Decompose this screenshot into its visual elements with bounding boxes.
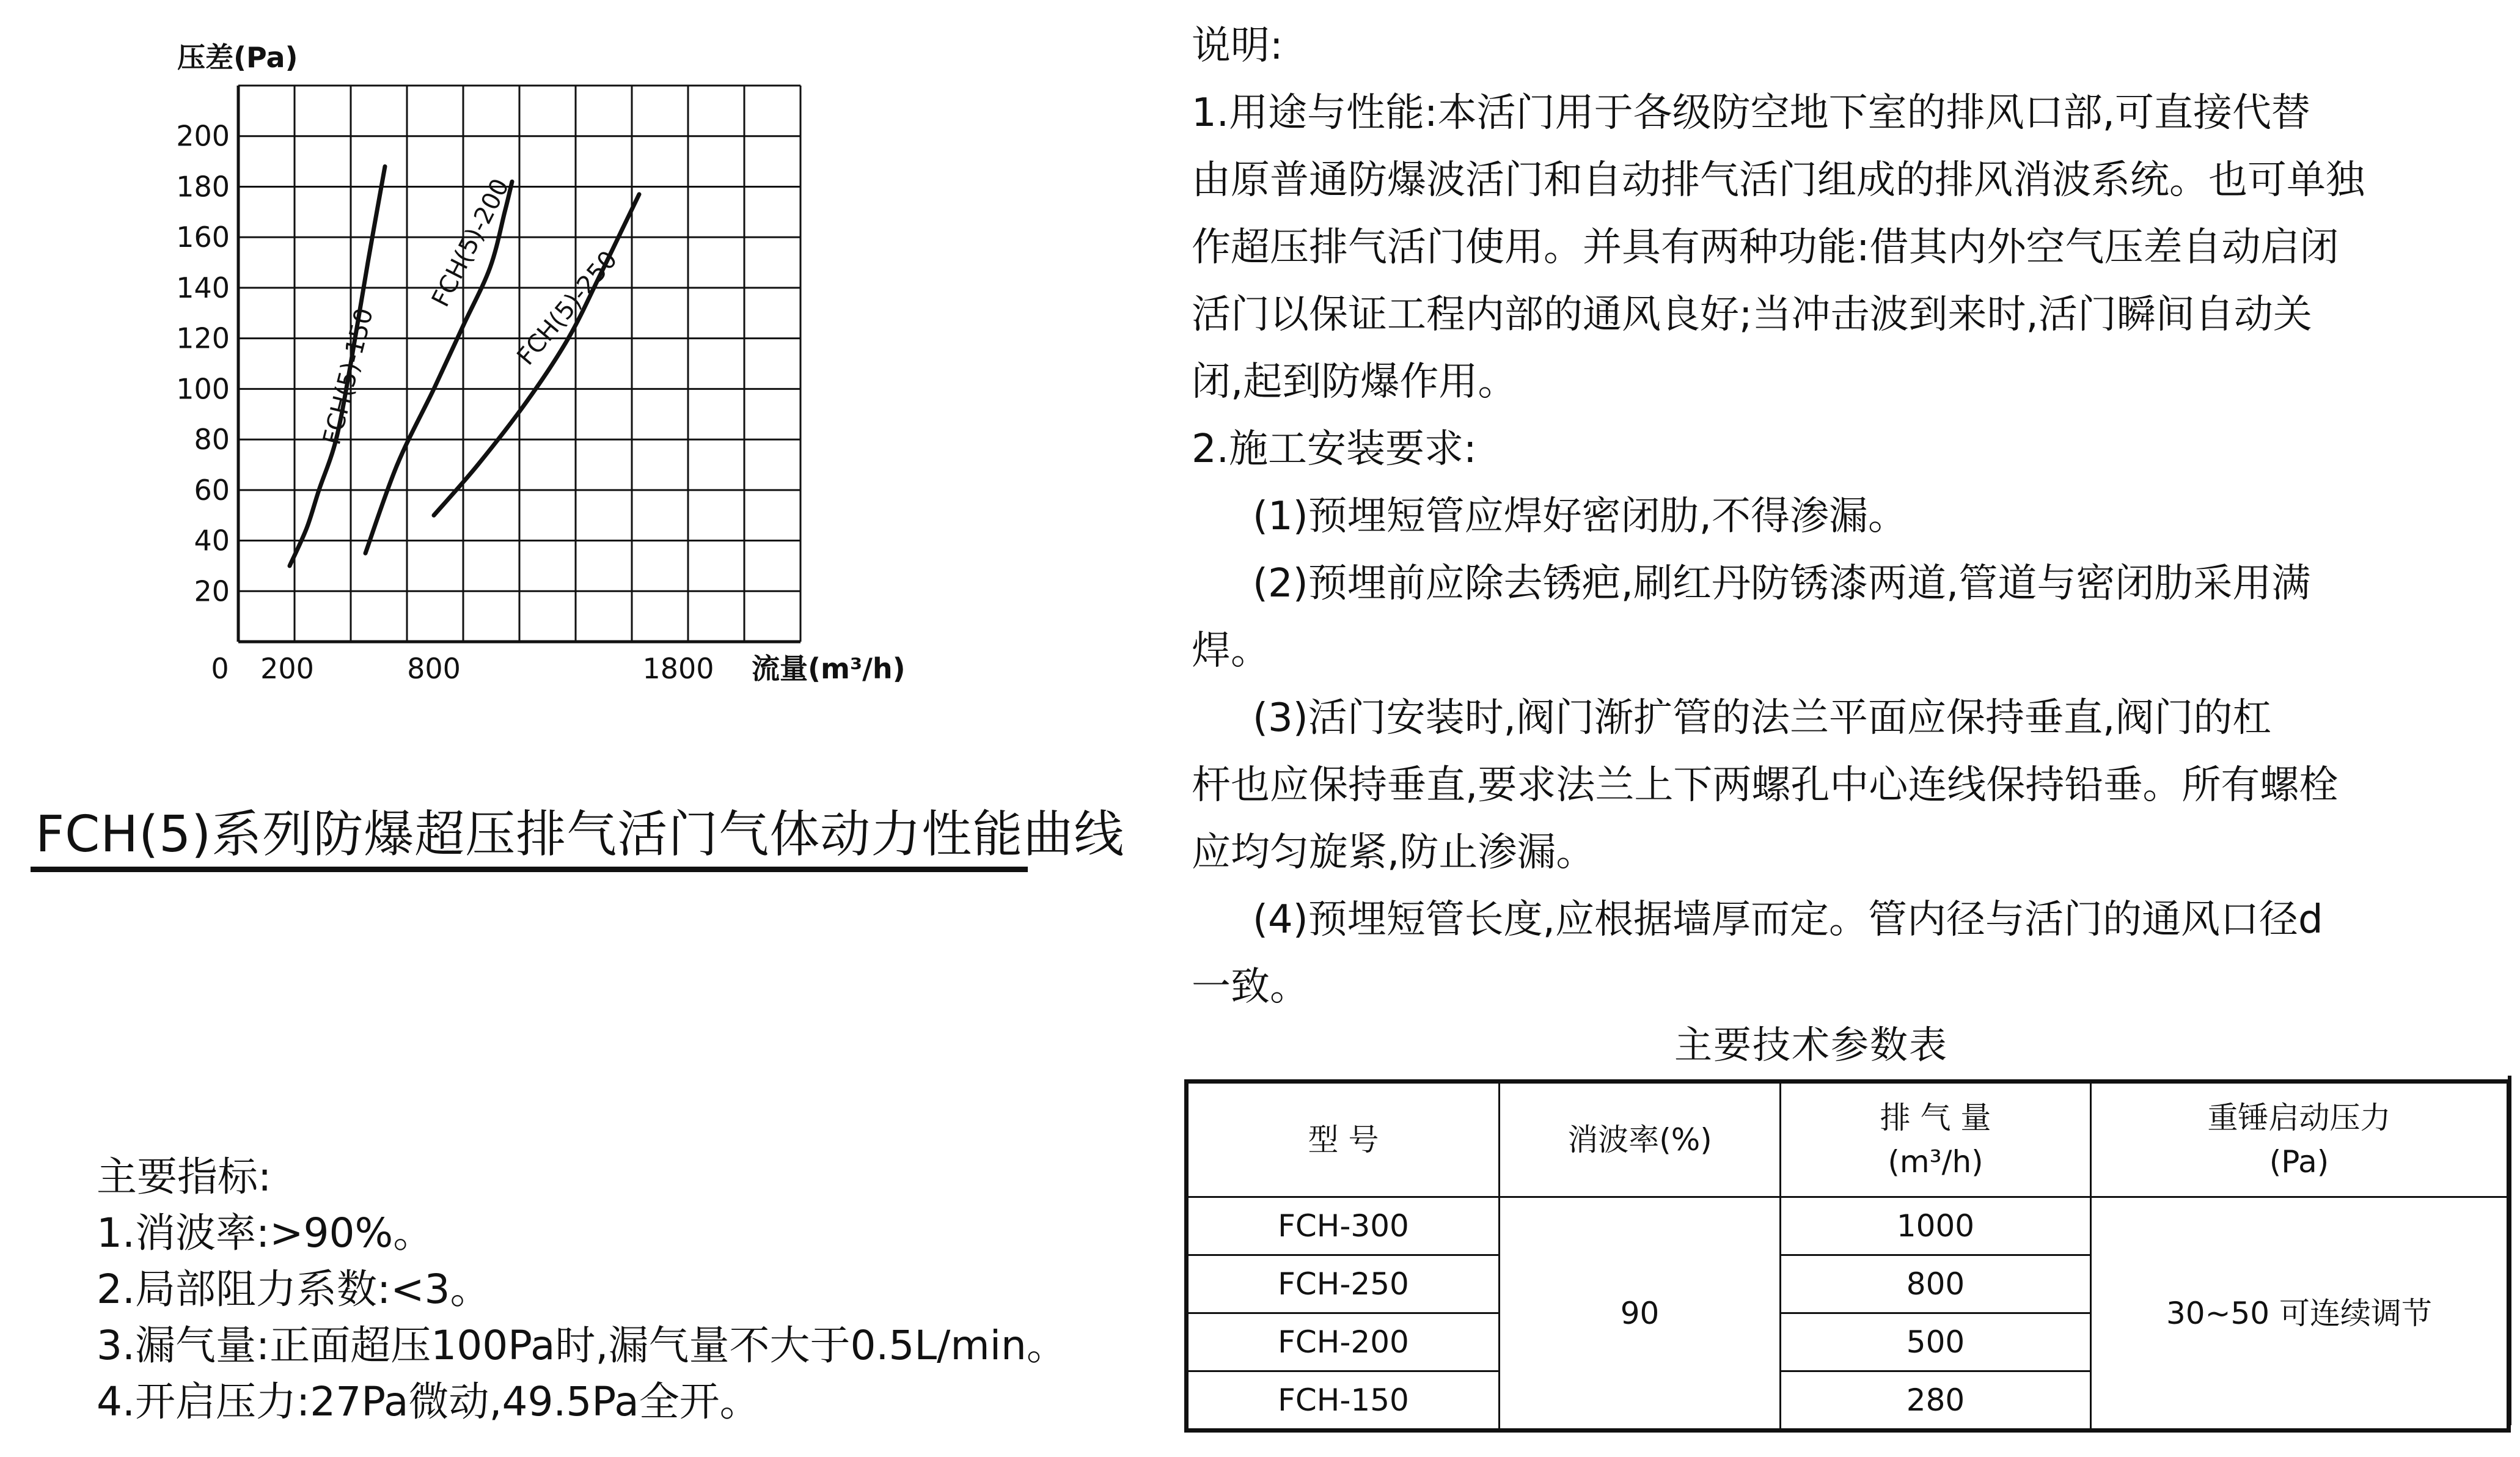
header-pressure-label: 重锤启动压力 (2207, 1100, 2391, 1136)
indicator-item: 1.消波率:>90%。 (97, 1209, 434, 1257)
table-row (1187, 1197, 2509, 1255)
curve-label-150: FCH(5)-150 (318, 305, 379, 448)
y-tick-label: 180 (176, 170, 230, 204)
explanation-line: 1.用途与性能:本活门用于各级防空地下室的排风口部,可直接代替 (1192, 90, 2310, 136)
y-tick-labels (176, 120, 230, 608)
indicator-item: 3.漏气量:正面超压100Pa时,漏气量不大于0.5L/min。 (97, 1322, 1067, 1369)
page-edge-line (2508, 1076, 2511, 1425)
y-tick-label: 140 (176, 271, 230, 304)
y-tick-label: 60 (194, 473, 230, 507)
header-pressure (2091, 1082, 2509, 1197)
exhaust-cell: 500 (1781, 1313, 2091, 1371)
y-tick-label: 120 (176, 321, 230, 355)
exhaust-cell: 1000 (1781, 1197, 2091, 1255)
explanation-line: 应均匀旋紧,防止渗漏。 (1192, 830, 1595, 875)
explanation-line: 活门以保证工程内部的通风良好;当冲击波到来时,活门瞬间自动关 (1192, 292, 2312, 337)
explanation-line: 一致。 (1192, 964, 1309, 1010)
explanation-line: (3)活门安装时,阀门渐扩管的法兰平面应保持垂直,阀门的杠 (1253, 695, 2272, 741)
header-model: 型 号 (1187, 1082, 1500, 1197)
explanation-line: (2)预埋前应除去锈疤,刷红丹防锈漆两道,管道与密闭肋采用满 (1253, 561, 2311, 606)
curve-label-200: FCH(5)-200 (426, 174, 515, 312)
caption-underline (31, 867, 1028, 872)
performance-chart (153, 24, 947, 709)
explanation-line: 焊。 (1192, 628, 1270, 673)
table-title: 主要技术参数表 (1674, 1022, 1949, 1067)
pressure-cell: 30~50 可连续调节 (2091, 1197, 2509, 1431)
header-exhaust-label: 排 气 量 (1880, 1100, 1991, 1136)
x-tick-label: 0 (211, 652, 229, 685)
explanation-line: (4)预埋短管长度,应根据墙厚而定。管内径与活门的通风口径d (1253, 897, 2323, 942)
explanation-line: 由原普通防爆波活门和自动排气活门组成的排风消波系统。也可单独 (1192, 158, 2365, 203)
x-tick-label: 800 (407, 652, 461, 685)
parameter-table (1184, 1079, 2511, 1433)
main-indicators (97, 1149, 1067, 1430)
y-tick-label: 160 (176, 221, 230, 254)
explanation-line: 闭,起到防爆作用。 (1192, 359, 1517, 405)
x-tick-labels (211, 652, 714, 685)
y-tick-label: 20 (194, 574, 230, 608)
exhaust-cell: 800 (1781, 1255, 2091, 1313)
exhaust-cell: 280 (1781, 1371, 2091, 1431)
chart-caption: FCH(5)系列防爆超压排气活门气体动力性能曲线 (35, 806, 1125, 864)
y-tick-label: 200 (176, 119, 230, 153)
model-cell: FCH-150 (1187, 1371, 1500, 1431)
y-tick-label: 80 (194, 423, 230, 457)
model-cell: FCH-300 (1187, 1197, 1500, 1255)
explanation-line: 作超压排气活门使用。并具有两种功能:借其内外空气压差自动启闭 (1192, 225, 2339, 270)
header-exhaust-unit: (m³/h) (1888, 1144, 1983, 1180)
x-tick-label: 1800 (642, 652, 714, 685)
header-pressure-unit: (Pa) (2269, 1144, 2329, 1180)
indicator-item: 4.开启压力:27Pa微动,49.5Pa全开。 (97, 1378, 760, 1425)
rate-cell: 90 (1500, 1197, 1781, 1431)
explanation-line: (1)预埋短管应焊好密闭肋,不得渗漏。 (1253, 494, 1907, 539)
header-exhaust (1781, 1082, 2091, 1197)
chart-grid (238, 86, 800, 642)
header-rate: 消波率(%) (1500, 1082, 1781, 1197)
table-header-row (1187, 1082, 2509, 1197)
x-axis-label: 流量(m³/h) (752, 652, 906, 685)
explanation (1192, 12, 2426, 1021)
y-tick-label: 100 (176, 372, 230, 406)
y-tick-label: 40 (194, 524, 230, 557)
curve-label-250: FCH(5)-250 (511, 245, 623, 371)
x-tick-label: 200 (260, 652, 314, 685)
y-axis-label: 压差(Pa) (177, 41, 298, 74)
explanation-line: 2.施工安装要求: (1192, 427, 1477, 472)
explanation-line: 杆也应保持垂直,要求法兰上下两螺孔中心连线保持铅垂。所有螺栓 (1192, 763, 2339, 808)
indicator-item: 2.局部阻力系数:<3。 (97, 1266, 491, 1313)
model-cell: FCH-200 (1187, 1313, 1500, 1371)
model-cell: FCH-250 (1187, 1255, 1500, 1313)
indicators-title: 主要指标: (97, 1153, 272, 1200)
explanation-title: 说明: (1192, 23, 1283, 68)
